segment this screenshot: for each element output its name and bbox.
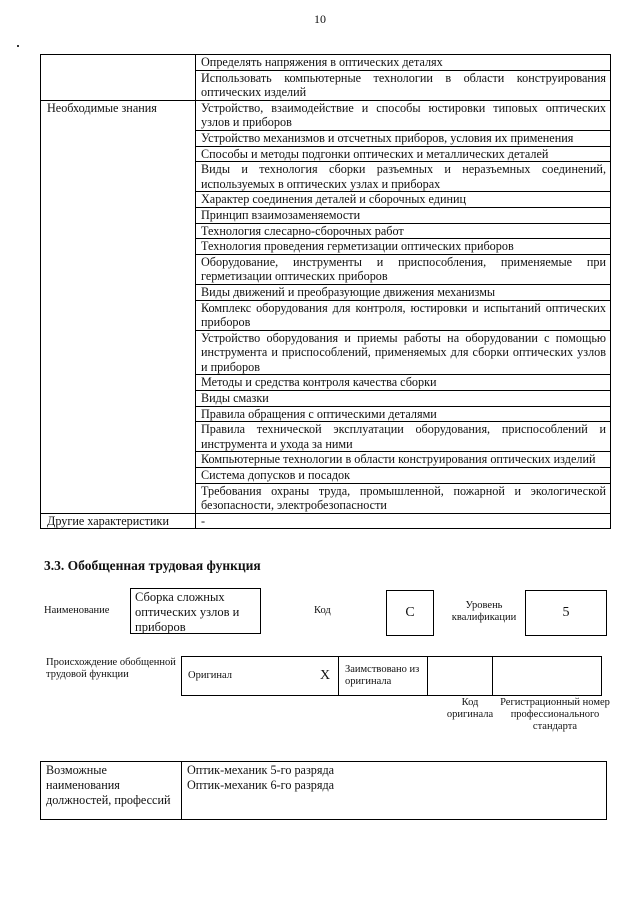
jobs-label: Возможные наименования должностей, профессий xyxy=(41,762,182,820)
row-item: Характер соединения деталей и сборочных единиц xyxy=(196,192,611,208)
row-item: Система допусков и посадок xyxy=(196,468,611,484)
row-item: Устройство оборудования и приемы работы на оборудовании с помощью инструмента и приспособлений, применяемых для сборки оптических узлов и приборов xyxy=(196,330,611,375)
row-label xyxy=(41,162,196,192)
page-number: 10 xyxy=(314,12,326,26)
row-item: Компьютерные технологии в области конструирования оптических изделий xyxy=(196,452,611,468)
level-label: Уровень квалификации xyxy=(451,600,517,623)
row-item: Оборудование, инструменты и приспособления, применяемые при герметизации оптических приборов xyxy=(196,254,611,284)
row-label xyxy=(41,406,196,422)
code-value-box: C xyxy=(386,590,434,636)
row-label xyxy=(41,146,196,162)
origin-reg-cell xyxy=(493,657,602,696)
row-item: Устройство, взаимодействие и способы юстировки типовых оптических узлов и приборов xyxy=(196,100,611,130)
row-label xyxy=(41,300,196,330)
row-label xyxy=(41,254,196,284)
origin-table xyxy=(181,656,602,696)
origin-code-cell xyxy=(428,657,493,696)
skills-table xyxy=(40,54,611,529)
row-label xyxy=(41,483,196,513)
function-name-box: Сборка сложных оптических узлов и приборов xyxy=(130,588,261,634)
row-item: Виды и технология сборки разъемных и неразъемных соединений, используемых в оптических узлах и приборах xyxy=(196,162,611,192)
row-item: Правила обращения с оптическими деталями xyxy=(196,406,611,422)
origin-original-cell: Оригинал xyxy=(182,657,313,696)
origin-borrowed-cell: Заимствовано из оригинала xyxy=(339,657,428,696)
row-item: Виды смазки xyxy=(196,391,611,407)
row-label xyxy=(41,284,196,300)
row-item: Технология слесарно-сборочных работ xyxy=(196,223,611,239)
row-item: Определять напряжения в оптических деталях xyxy=(196,55,611,71)
row-item: - xyxy=(196,513,611,529)
section-heading: 3.3. Обобщенная трудовая функция xyxy=(44,558,261,573)
row-item: Способы и методы подгонки оптических и металлических деталей xyxy=(196,146,611,162)
job-title: Оптик-механик 6-го разряда xyxy=(187,777,335,792)
row-label xyxy=(41,55,196,71)
row-label xyxy=(41,223,196,239)
jobs-titles xyxy=(182,762,607,820)
row-label xyxy=(41,130,196,146)
origin-label: Происхождение обобщенной трудовой функции xyxy=(46,657,176,680)
row-item: Принцип взаимозаменяемости xyxy=(196,207,611,223)
row-label: Необходимые знания xyxy=(41,100,196,130)
code-label: Код xyxy=(314,605,331,616)
row-label xyxy=(41,452,196,468)
row-item: Правила технической эксплуатации оборудования, приспособлений и инструмента и ухода за ними xyxy=(196,422,611,452)
row-label xyxy=(41,391,196,407)
row-item: Виды движений и преобразующие движения механизмы xyxy=(196,284,611,300)
job-title: Оптик-механик 5-го разряда xyxy=(187,763,335,777)
level-value-box: 5 xyxy=(525,590,607,636)
origin-mark: X xyxy=(312,657,339,696)
row-label xyxy=(41,330,196,375)
jobs-table xyxy=(40,761,607,820)
row-label xyxy=(41,375,196,391)
row-item: Требования охраны труда, промышленной, пожарной и экологической безопасности, электробезопасности xyxy=(196,483,611,513)
row-label xyxy=(41,468,196,484)
row-item: Комплекс оборудования для контроля, юстировки и испытаний оптических приборов xyxy=(196,300,611,330)
row-label xyxy=(41,192,196,208)
name-label: Наименование xyxy=(44,605,110,616)
row-item: Методы и средства контроля качества сборки xyxy=(196,375,611,391)
row-label xyxy=(41,70,196,100)
row-item: Устройство механизмов и отсчетных приборов, условия их применения xyxy=(196,130,611,146)
scan-dot xyxy=(17,45,19,47)
row-label: Другие характеристики xyxy=(41,513,196,529)
row-label xyxy=(41,239,196,255)
row-label xyxy=(41,422,196,452)
row-label xyxy=(41,207,196,223)
row-item: Использовать компьютерные технологии в области конструирования оптических изделий xyxy=(196,70,611,100)
origin-reg-caption: Регистрационный номер профессионального стандарта xyxy=(500,697,610,732)
origin-code-caption: Код оригинала xyxy=(446,697,494,720)
row-item: Технология проведения герметизации оптических приборов xyxy=(196,239,611,255)
